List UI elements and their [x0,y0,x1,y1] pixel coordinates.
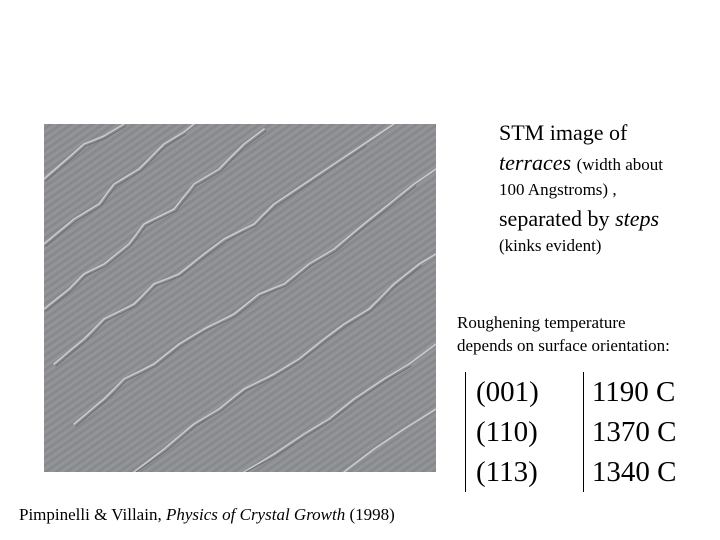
caption-terraces: terraces [499,150,572,175]
reference [19,505,395,525]
caption-line-3: 100 Angstroms) , [499,180,617,199]
reference-authors: Pimpinelli & Villain, [19,505,162,524]
orientation-cell: (001) [466,372,584,412]
table-row [466,452,687,492]
roughening-line-2: depends on surface orientation: [457,336,670,355]
stm-image [44,124,436,472]
caption-line-5: (kinks evident) [499,236,602,255]
orientation-cell: (113) [466,452,584,492]
caption-steps: steps [615,206,660,231]
reference-title: Physics of Crystal Growth [165,505,346,524]
table-row [466,412,687,452]
temperature-cell: 1370 C [591,416,677,448]
reference-year: (1998) [349,505,395,524]
roughening-line-1: Roughening temperature [457,313,626,332]
caption-line-4 [499,206,659,232]
roughening-table [465,372,687,492]
caption-line-2 [499,150,663,176]
caption-separated: separated by [499,206,610,231]
temperature-cell: 1340 C [591,456,677,488]
orientation-cell: (110) [466,412,584,452]
temperature-cell: 1190 C [591,376,676,408]
table-row [466,372,687,412]
caption-width: (width about [576,155,663,174]
caption-line-1: STM image of [499,120,628,145]
